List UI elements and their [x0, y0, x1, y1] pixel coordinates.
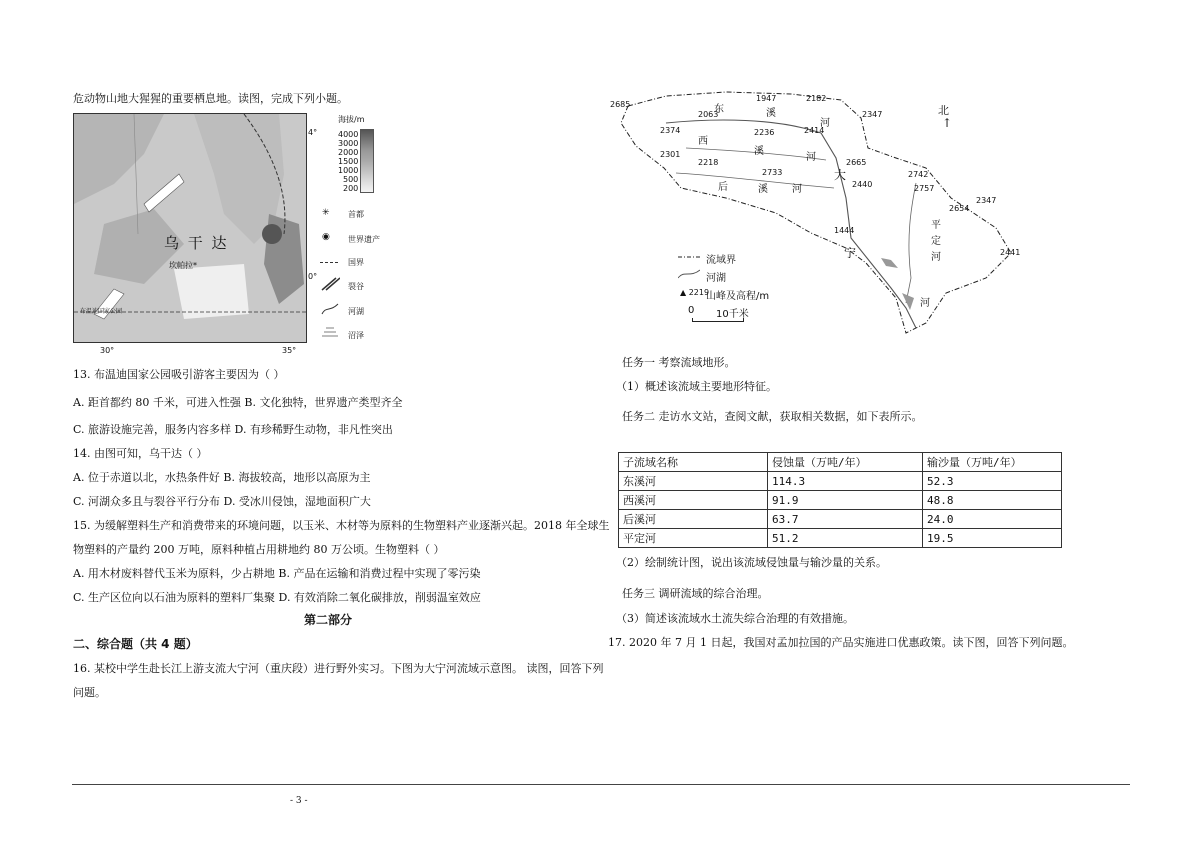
elev-level: 2000 — [338, 148, 359, 157]
river-char: 河 — [806, 152, 816, 163]
peak-elevation: 2347 — [976, 196, 997, 205]
table-header-cell: 输沙量（万吨/年） — [923, 453, 1062, 472]
peak-elevation: 2665 — [846, 158, 867, 167]
task1-heading: 任务一 考察流域地形。 — [622, 356, 736, 369]
table-cell: 51.2 — [768, 529, 923, 548]
q13-options-cd: C. 旅游设施完善，服务内容多样 D. 有珍稀野生动物，非凡性突出 — [73, 423, 393, 436]
map-capital-label: 坎帕拉* — [169, 261, 197, 270]
q15-options-ab: A. 用木材废料替代玉米为原料，少占耕地 B. 产品在运输和消费过程中实现了零污染 — [73, 567, 481, 580]
legend-border: 国界 — [348, 258, 364, 267]
peak-elevation: 2301 — [660, 150, 681, 159]
table-cell: 63.7 — [768, 510, 923, 529]
elev-level: 1500 — [338, 157, 359, 166]
river-char: 河 — [931, 252, 941, 263]
table-header-row — [619, 453, 1062, 472]
legend-swamp: 沼泽 — [348, 331, 364, 340]
north-label: 北 — [938, 104, 949, 117]
basin-boundary-symbol-icon — [678, 252, 700, 262]
q16-stem-line1: 16. 某校中学生赴长江上游支流大宁河（重庆段）进行野外实习。下图为大宁河流域示意图。 读图，回答下列 — [73, 662, 604, 675]
legend-river-lake: 河湖 — [348, 307, 364, 316]
table-cell: 东溪河 — [619, 472, 768, 491]
border-symbol-icon — [320, 262, 338, 263]
peak-elevation: 2347 — [862, 110, 883, 119]
table-cell: 114.3 — [768, 472, 923, 491]
elev-legend-title: 海拔/m — [338, 115, 365, 124]
peak-elevation: 2654 — [949, 204, 970, 213]
river-char: 大 — [834, 168, 847, 182]
peak-elevation: 1444 — [834, 226, 855, 235]
table-row — [619, 491, 1062, 510]
elev-level: 200 — [343, 184, 359, 193]
map-country-label: 乌 干 达 — [164, 234, 229, 252]
q13-stem: 13. 布温迪国家公园吸引游客主要因为（ ） — [73, 368, 285, 381]
swamp-symbol-icon — [320, 326, 340, 340]
map-park-label: 布温迪国家公园 — [80, 308, 123, 315]
table-cell: 24.0 — [923, 510, 1062, 529]
river-lake-symbol-icon — [320, 302, 340, 316]
peak-elevation: 2733 — [762, 168, 783, 177]
table-cell: 52.3 — [923, 472, 1062, 491]
q15-stem-line2: 物塑料的产量约 200 万吨，原料种植占用耕地约 80 万公顷。生物塑料（ ） — [73, 543, 445, 556]
peak-elevation: 2182 — [806, 94, 827, 103]
daning-river-map — [606, 88, 1026, 338]
intro-text: 危动物山地大猩猩的重要栖息地。读图，完成下列小题。 — [73, 92, 348, 105]
table-cell: 西溪河 — [619, 491, 768, 510]
table-row — [619, 529, 1062, 548]
peak-elevation: 2236 — [754, 128, 775, 137]
peak-symbol-icon: ▲ 2219 — [680, 288, 710, 297]
river-symbol-icon — [678, 268, 700, 280]
scale-zero: 0 — [688, 305, 695, 316]
elev-level: 1000 — [338, 166, 359, 175]
map-lon-right: 35° — [282, 346, 297, 355]
elev-level: 4000 — [338, 130, 359, 139]
elev-level: 3000 — [338, 139, 359, 148]
legend-heritage: 世界遗产 — [348, 235, 380, 244]
erosion-data-table — [618, 452, 1062, 548]
peak-elevation: 2757 — [914, 184, 935, 193]
q13-options-ab: A. 距首都约 80 千米，可进入性强 B. 文化独特，世界遗产类型齐全 — [73, 396, 403, 409]
table-cell: 后溪河 — [619, 510, 768, 529]
river-char: 宁 — [844, 246, 857, 260]
table-cell: 48.8 — [923, 491, 1062, 510]
river-char: 河 — [920, 298, 930, 309]
q16-part2: （2）绘制统计图，说出该流域侵蚀量与输沙量的关系。 — [616, 556, 887, 569]
legend-rivers: 河湖 — [706, 273, 726, 284]
q14-options-ab: A. 位于赤道以北，水热条件好 B. 海拔较高，地形以高原为主 — [73, 471, 371, 484]
scale-ten-km: 10千米 — [716, 309, 749, 320]
river-char: 河 — [820, 118, 830, 129]
peak-elevation: 2218 — [698, 158, 719, 167]
river-char: 溪 — [754, 146, 764, 157]
q15-stem-line1: 15. 为缓解塑料生产和消费带来的环境问题，以玉米、木材等为原料的生物塑料产业逐渐兴起。2018 年全球生 — [73, 519, 610, 532]
q16-part1: （1）概述该流域主要地形特征。 — [616, 380, 777, 393]
peak-elevation: 2440 — [852, 180, 873, 189]
river-char: 平 — [931, 220, 941, 231]
peak-elevation: 2374 — [660, 126, 681, 135]
river-char: 溪 — [766, 108, 776, 119]
table-header-cell: 侵蚀量（万吨/年） — [768, 453, 923, 472]
table-cell: 平定河 — [619, 529, 768, 548]
peak-elevation: 2685 — [610, 100, 631, 109]
q17-stem: 17. 2020 年 7 月 1 日起，我国对孟加拉国的产品实施进口优惠政策。读下图，回答下列问题。 — [608, 636, 1074, 649]
river-char: 后 — [718, 182, 728, 193]
task3-heading: 任务三 调研流域的综合治理。 — [622, 587, 769, 600]
section-two-heading: 二、综合题（共 4 题） — [73, 637, 198, 651]
table-cell: 91.9 — [768, 491, 923, 510]
map-lat-mid: 0° — [308, 272, 318, 281]
legend-peaks: 山峰及高程/m — [706, 291, 770, 302]
table-header-cell: 子流域名称 — [619, 453, 768, 472]
river-char: 东 — [714, 104, 724, 115]
map-lat-top: 4° — [308, 128, 318, 137]
table-cell: 19.5 — [923, 529, 1062, 548]
q15-options-cd: C. 生产区位向以石油为原料的塑料厂集聚 D. 有效消除二氧化碳排放，削弱温室效应 — [73, 591, 481, 604]
river-char: 定 — [931, 236, 941, 247]
q16-part3: （3）简述该流域水土流失综合治理的有效措施。 — [616, 612, 854, 625]
elev-level: 500 — [343, 175, 359, 184]
map-lon-left: 30° — [100, 346, 115, 355]
task2-heading: 任务二 走访水文站，查阅文献，获取相关数据，如下表所示。 — [622, 410, 923, 423]
peak-elevation: 2441 — [1000, 248, 1021, 257]
elev-legend-bar — [360, 129, 374, 193]
table-row — [619, 510, 1062, 529]
part-two-heading: 第二部分 — [304, 613, 353, 627]
river-char: 溪 — [758, 184, 768, 195]
legend-rift: 裂谷 — [348, 282, 364, 291]
peak-elevation: 2063 — [698, 110, 719, 119]
table-row — [619, 472, 1062, 491]
q14-options-cd: C. 河湖众多且与裂谷平行分布 D. 受冰川侵蚀，湿地面积广大 — [73, 495, 371, 508]
north-arrow-icon: ↑ — [942, 116, 953, 130]
page-number: - 3 - — [290, 796, 308, 806]
river-char: 河 — [792, 184, 802, 195]
legend-basin-boundary: 流域界 — [706, 255, 736, 266]
q14-stem: 14. 由图可知，乌干达（ ） — [73, 447, 208, 460]
river-char: 西 — [698, 136, 708, 147]
q16-stem-line2: 问题。 — [73, 686, 106, 699]
scale-bar — [692, 318, 744, 322]
uganda-map — [73, 113, 307, 343]
heritage-symbol-icon: ◉ — [322, 232, 330, 242]
peak-elevation: 2414 — [804, 126, 825, 135]
peak-elevation: 1947 — [756, 94, 777, 103]
footer-divider — [72, 784, 1130, 785]
peak-elevation: 2742 — [908, 170, 929, 179]
legend-capital: 首都 — [348, 210, 364, 219]
capital-symbol-icon: ✳ — [322, 208, 330, 218]
rift-symbol-icon — [320, 276, 340, 292]
